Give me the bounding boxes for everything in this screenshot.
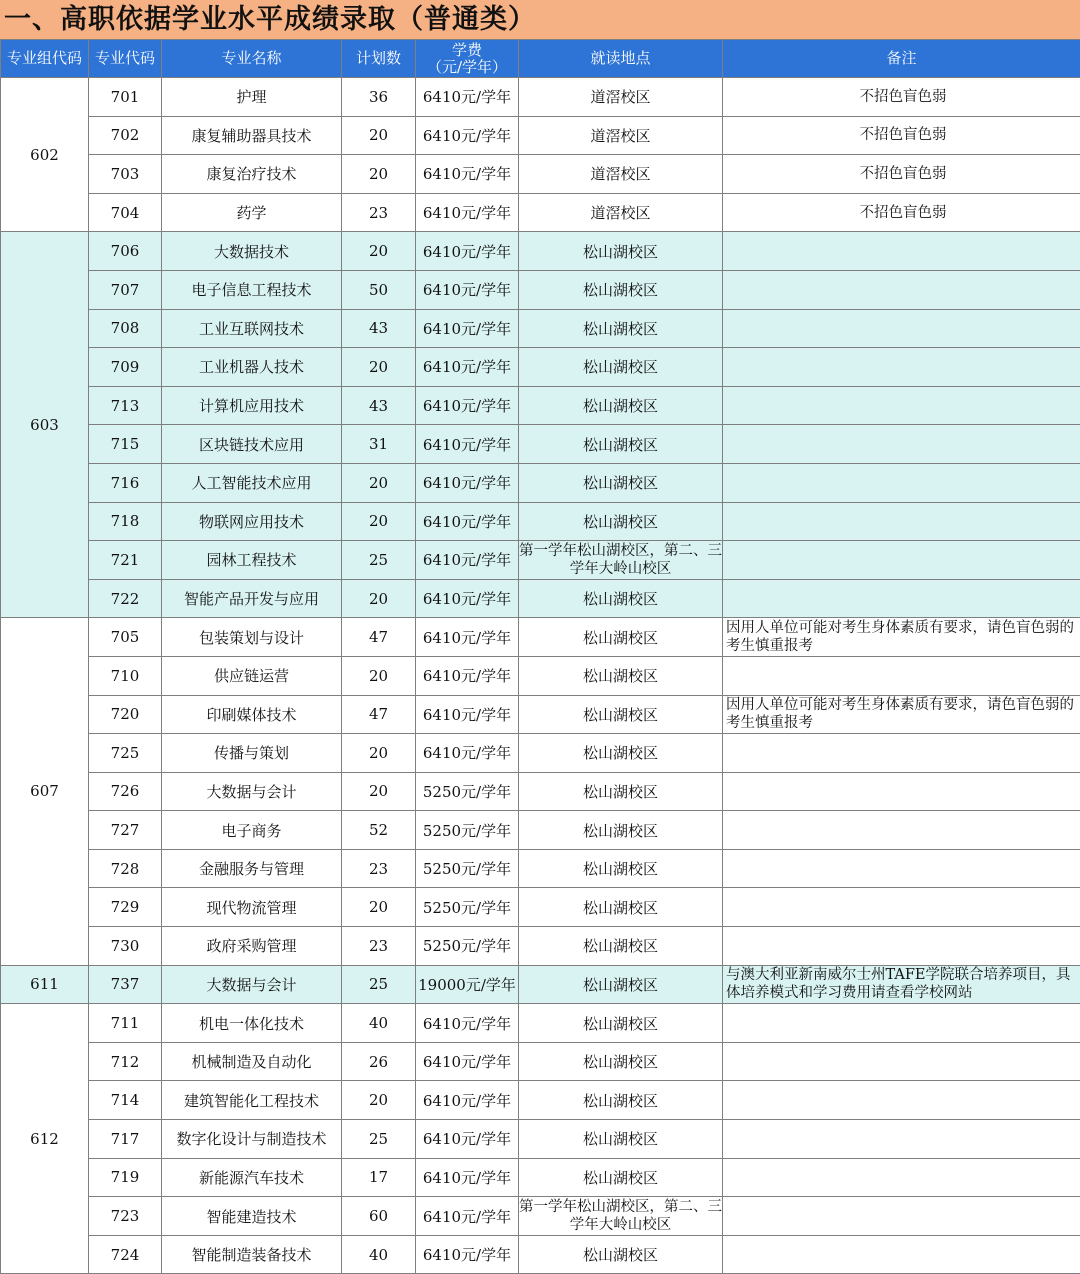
fee-cell: 6410元/学年 <box>416 348 519 387</box>
note-cell: 不招色盲色弱 <box>723 155 1080 194</box>
note-cell <box>723 772 1080 811</box>
fee-cell: 6410元/学年 <box>416 656 519 695</box>
note-cell: 不招色盲色弱 <box>723 78 1080 117</box>
major-code-cell: 717 <box>89 1120 162 1159</box>
major-name-cell: 计算机应用技术 <box>162 386 342 425</box>
location-cell: 松山湖校区 <box>519 1042 723 1081</box>
major-code-cell: 704 <box>89 193 162 232</box>
group-code-cell: 603 <box>1 232 89 618</box>
major-name-cell: 供应链运营 <box>162 656 342 695</box>
table-row <box>1 734 1080 773</box>
fee-cell: 6410元/学年 <box>416 425 519 464</box>
table-row <box>1 772 1080 811</box>
location-cell: 松山湖校区 <box>519 386 723 425</box>
location-cell: 松山湖校区 <box>519 463 723 502</box>
note-cell: 因用人单位可能对考生身体素质有要求，请色盲色弱的考生慎重报考 <box>723 695 1080 734</box>
note-cell <box>723 1081 1080 1120</box>
table-row <box>1 965 1080 1004</box>
location-cell: 松山湖校区 <box>519 579 723 618</box>
major-name-cell: 工业互联网技术 <box>162 309 342 348</box>
note-cell: 不招色盲色弱 <box>723 116 1080 155</box>
plan-cell: 20 <box>342 502 416 541</box>
location-cell: 松山湖校区 <box>519 1120 723 1159</box>
fee-cell: 6410元/学年 <box>416 155 519 194</box>
major-code-cell: 709 <box>89 348 162 387</box>
major-code-cell: 721 <box>89 541 162 580</box>
major-name-cell: 电子信息工程技术 <box>162 270 342 309</box>
major-name-cell: 大数据技术 <box>162 232 342 271</box>
major-code-cell: 722 <box>89 579 162 618</box>
major-name-cell: 药学 <box>162 193 342 232</box>
location-cell: 松山湖校区 <box>519 1235 723 1274</box>
major-code-cell: 716 <box>89 463 162 502</box>
location-cell: 松山湖校区 <box>519 656 723 695</box>
header-fee <box>416 40 519 78</box>
location-cell: 松山湖校区 <box>519 502 723 541</box>
fee-cell: 6410元/学年 <box>416 502 519 541</box>
major-code-cell: 737 <box>89 965 162 1004</box>
location-cell: 松山湖校区 <box>519 232 723 271</box>
plan-cell: 20 <box>342 463 416 502</box>
table-row <box>1 849 1080 888</box>
location-cell: 松山湖校区 <box>519 1004 723 1043</box>
table-row <box>1 656 1080 695</box>
table-row <box>1 695 1080 734</box>
header-fee-line2: （元/学年） <box>416 59 518 76</box>
header-fee-line1: 学费 <box>416 42 518 59</box>
location-cell: 松山湖校区 <box>519 849 723 888</box>
note-cell <box>723 541 1080 580</box>
header-major-code: 专业代码 <box>89 40 162 78</box>
note-cell <box>723 348 1080 387</box>
plan-cell: 23 <box>342 927 416 966</box>
table-row <box>1 1158 1080 1197</box>
fee-cell: 6410元/学年 <box>416 1004 519 1043</box>
major-name-cell: 园林工程技术 <box>162 541 342 580</box>
note-cell <box>723 270 1080 309</box>
plan-cell: 43 <box>342 386 416 425</box>
note-cell <box>723 1004 1080 1043</box>
table-row <box>1 1197 1080 1236</box>
fee-cell: 6410元/学年 <box>416 1042 519 1081</box>
header-location: 就读地点 <box>519 40 723 78</box>
major-code-cell: 726 <box>89 772 162 811</box>
table-row <box>1 1081 1080 1120</box>
major-name-cell: 智能制造装备技术 <box>162 1235 342 1274</box>
header-plan: 计划数 <box>342 40 416 78</box>
fee-cell: 6410元/学年 <box>416 541 519 580</box>
table-row <box>1 116 1080 155</box>
major-code-cell: 713 <box>89 386 162 425</box>
location-cell: 松山湖校区 <box>519 618 723 657</box>
table-row <box>1 193 1080 232</box>
fee-cell: 6410元/学年 <box>416 1235 519 1274</box>
fee-cell: 6410元/学年 <box>416 618 519 657</box>
table-row <box>1 78 1080 117</box>
fee-cell: 6410元/学年 <box>416 579 519 618</box>
location-cell: 道滘校区 <box>519 155 723 194</box>
table-row <box>1 618 1080 657</box>
table-row <box>1 579 1080 618</box>
note-cell: 与澳大利亚新南威尔士州TAFE学院联合培养项目，具体培养模式和学习费用请查看学校网站 <box>723 965 1080 1004</box>
major-name-cell: 包装策划与设计 <box>162 618 342 657</box>
plan-cell: 20 <box>342 772 416 811</box>
major-name-cell: 传播与策划 <box>162 734 342 773</box>
location-cell: 松山湖校区 <box>519 1081 723 1120</box>
header-group-code: 专业组代码 <box>1 40 89 78</box>
major-code-cell: 718 <box>89 502 162 541</box>
location-cell: 第一学年松山湖校区，第二、三学年大岭山校区 <box>519 1197 723 1236</box>
table-row <box>1 541 1080 580</box>
major-code-cell: 712 <box>89 1042 162 1081</box>
table-row <box>1 811 1080 850</box>
note-cell: 因用人单位可能对考生身体素质有要求，请色盲色弱的考生慎重报考 <box>723 618 1080 657</box>
major-code-cell: 724 <box>89 1235 162 1274</box>
plan-cell: 17 <box>342 1158 416 1197</box>
major-code-cell: 714 <box>89 1081 162 1120</box>
table-row <box>1 425 1080 464</box>
fee-cell: 6410元/学年 <box>416 78 519 117</box>
plan-cell: 20 <box>342 232 416 271</box>
table-row <box>1 270 1080 309</box>
location-cell: 第一学年松山湖校区，第二、三学年大岭山校区 <box>519 541 723 580</box>
plan-cell: 20 <box>342 888 416 927</box>
location-cell: 松山湖校区 <box>519 695 723 734</box>
location-cell: 松山湖校区 <box>519 1158 723 1197</box>
location-cell: 松山湖校区 <box>519 927 723 966</box>
major-name-cell: 物联网应用技术 <box>162 502 342 541</box>
table-row <box>1 1042 1080 1081</box>
major-code-cell: 720 <box>89 695 162 734</box>
fee-cell: 6410元/学年 <box>416 232 519 271</box>
location-cell: 松山湖校区 <box>519 270 723 309</box>
group-code-cell: 612 <box>1 1004 89 1274</box>
location-cell: 松山湖校区 <box>519 309 723 348</box>
page-title: 一、高职依据学业水平成绩录取（普通类） <box>4 2 536 38</box>
note-cell <box>723 309 1080 348</box>
major-code-cell: 728 <box>89 849 162 888</box>
major-name-cell: 机械制造及自动化 <box>162 1042 342 1081</box>
note-cell <box>723 463 1080 502</box>
plan-cell: 26 <box>342 1042 416 1081</box>
plan-cell: 20 <box>342 348 416 387</box>
note-cell <box>723 656 1080 695</box>
fee-cell: 6410元/学年 <box>416 270 519 309</box>
major-code-cell: 702 <box>89 116 162 155</box>
major-name-cell: 机电一体化技术 <box>162 1004 342 1043</box>
major-code-cell: 715 <box>89 425 162 464</box>
major-name-cell: 大数据与会计 <box>162 772 342 811</box>
plan-cell: 36 <box>342 78 416 117</box>
major-code-cell: 703 <box>89 155 162 194</box>
note-cell <box>723 927 1080 966</box>
fee-cell: 6410元/学年 <box>416 309 519 348</box>
location-cell: 道滘校区 <box>519 78 723 117</box>
major-code-cell: 708 <box>89 309 162 348</box>
group-code-cell: 611 <box>1 965 89 1004</box>
major-code-cell: 705 <box>89 618 162 657</box>
major-name-cell: 区块链技术应用 <box>162 425 342 464</box>
fee-cell: 6410元/学年 <box>416 1197 519 1236</box>
table-row <box>1 1004 1080 1043</box>
fee-cell: 6410元/学年 <box>416 386 519 425</box>
major-name-cell: 康复辅助器具技术 <box>162 116 342 155</box>
major-name-cell: 政府采购管理 <box>162 927 342 966</box>
title-bar <box>0 0 1080 39</box>
major-code-cell: 727 <box>89 811 162 850</box>
plan-cell: 25 <box>342 965 416 1004</box>
note-cell <box>723 849 1080 888</box>
fee-cell: 6410元/学年 <box>416 1158 519 1197</box>
table-row <box>1 309 1080 348</box>
major-code-cell: 706 <box>89 232 162 271</box>
fee-cell: 5250元/学年 <box>416 811 519 850</box>
admission-table <box>0 39 1080 1274</box>
plan-cell: 60 <box>342 1197 416 1236</box>
note-cell: 不招色盲色弱 <box>723 193 1080 232</box>
major-name-cell: 数字化设计与制造技术 <box>162 1120 342 1159</box>
location-cell: 松山湖校区 <box>519 734 723 773</box>
header-major-name: 专业名称 <box>162 40 342 78</box>
plan-cell: 23 <box>342 849 416 888</box>
fee-cell: 6410元/学年 <box>416 1120 519 1159</box>
plan-cell: 20 <box>342 734 416 773</box>
major-name-cell: 新能源汽车技术 <box>162 1158 342 1197</box>
fee-cell: 6410元/学年 <box>416 695 519 734</box>
plan-cell: 47 <box>342 695 416 734</box>
location-cell: 松山湖校区 <box>519 425 723 464</box>
note-cell <box>723 734 1080 773</box>
note-cell <box>723 232 1080 271</box>
fee-cell: 5250元/学年 <box>416 772 519 811</box>
major-code-cell: 707 <box>89 270 162 309</box>
location-cell: 松山湖校区 <box>519 888 723 927</box>
note-cell <box>723 579 1080 618</box>
table-row <box>1 386 1080 425</box>
plan-cell: 40 <box>342 1235 416 1274</box>
fee-cell: 6410元/学年 <box>416 193 519 232</box>
plan-cell: 20 <box>342 116 416 155</box>
major-name-cell: 大数据与会计 <box>162 965 342 1004</box>
fee-cell: 5250元/学年 <box>416 849 519 888</box>
note-cell <box>723 386 1080 425</box>
table-row <box>1 927 1080 966</box>
table-row <box>1 348 1080 387</box>
major-code-cell: 719 <box>89 1158 162 1197</box>
major-name-cell: 建筑智能化工程技术 <box>162 1081 342 1120</box>
note-cell <box>723 811 1080 850</box>
note-cell <box>723 1197 1080 1236</box>
table-row <box>1 463 1080 502</box>
major-code-cell: 711 <box>89 1004 162 1043</box>
plan-cell: 50 <box>342 270 416 309</box>
fee-cell: 19000元/学年 <box>416 965 519 1004</box>
plan-cell: 43 <box>342 309 416 348</box>
plan-cell: 31 <box>342 425 416 464</box>
plan-cell: 25 <box>342 541 416 580</box>
fee-cell: 6410元/学年 <box>416 463 519 502</box>
location-cell: 道滘校区 <box>519 193 723 232</box>
table-row <box>1 155 1080 194</box>
location-cell: 道滘校区 <box>519 116 723 155</box>
fee-cell: 6410元/学年 <box>416 116 519 155</box>
plan-cell: 20 <box>342 155 416 194</box>
major-code-cell: 701 <box>89 78 162 117</box>
location-cell: 松山湖校区 <box>519 965 723 1004</box>
major-code-cell: 729 <box>89 888 162 927</box>
plan-cell: 52 <box>342 811 416 850</box>
plan-cell: 20 <box>342 1081 416 1120</box>
table-row <box>1 232 1080 271</box>
note-cell <box>723 888 1080 927</box>
major-code-cell: 723 <box>89 1197 162 1236</box>
group-code-cell: 607 <box>1 618 89 965</box>
major-name-cell: 智能产品开发与应用 <box>162 579 342 618</box>
plan-cell: 20 <box>342 579 416 618</box>
table-row <box>1 1120 1080 1159</box>
header-row <box>1 40 1080 78</box>
group-code-cell: 602 <box>1 78 89 232</box>
table-row <box>1 1235 1080 1274</box>
major-name-cell: 印刷媒体技术 <box>162 695 342 734</box>
fee-cell: 6410元/学年 <box>416 1081 519 1120</box>
location-cell: 松山湖校区 <box>519 772 723 811</box>
note-cell <box>723 1120 1080 1159</box>
plan-cell: 25 <box>342 1120 416 1159</box>
note-cell <box>723 502 1080 541</box>
major-code-cell: 710 <box>89 656 162 695</box>
major-name-cell: 人工智能技术应用 <box>162 463 342 502</box>
major-name-cell: 金融服务与管理 <box>162 849 342 888</box>
plan-cell: 23 <box>342 193 416 232</box>
major-name-cell: 工业机器人技术 <box>162 348 342 387</box>
plan-cell: 20 <box>342 656 416 695</box>
location-cell: 松山湖校区 <box>519 348 723 387</box>
note-cell <box>723 1158 1080 1197</box>
note-cell <box>723 1042 1080 1081</box>
table-body <box>1 78 1080 1274</box>
major-code-cell: 725 <box>89 734 162 773</box>
note-cell <box>723 425 1080 464</box>
plan-cell: 47 <box>342 618 416 657</box>
major-name-cell: 现代物流管理 <box>162 888 342 927</box>
note-cell <box>723 1235 1080 1274</box>
major-code-cell: 730 <box>89 927 162 966</box>
major-name-cell: 智能建造技术 <box>162 1197 342 1236</box>
plan-cell: 40 <box>342 1004 416 1043</box>
fee-cell: 5250元/学年 <box>416 927 519 966</box>
major-name-cell: 电子商务 <box>162 811 342 850</box>
table-row <box>1 888 1080 927</box>
major-name-cell: 护理 <box>162 78 342 117</box>
header-note: 备注 <box>723 40 1080 78</box>
fee-cell: 6410元/学年 <box>416 734 519 773</box>
fee-cell: 5250元/学年 <box>416 888 519 927</box>
location-cell: 松山湖校区 <box>519 811 723 850</box>
major-name-cell: 康复治疗技术 <box>162 155 342 194</box>
table-row <box>1 502 1080 541</box>
